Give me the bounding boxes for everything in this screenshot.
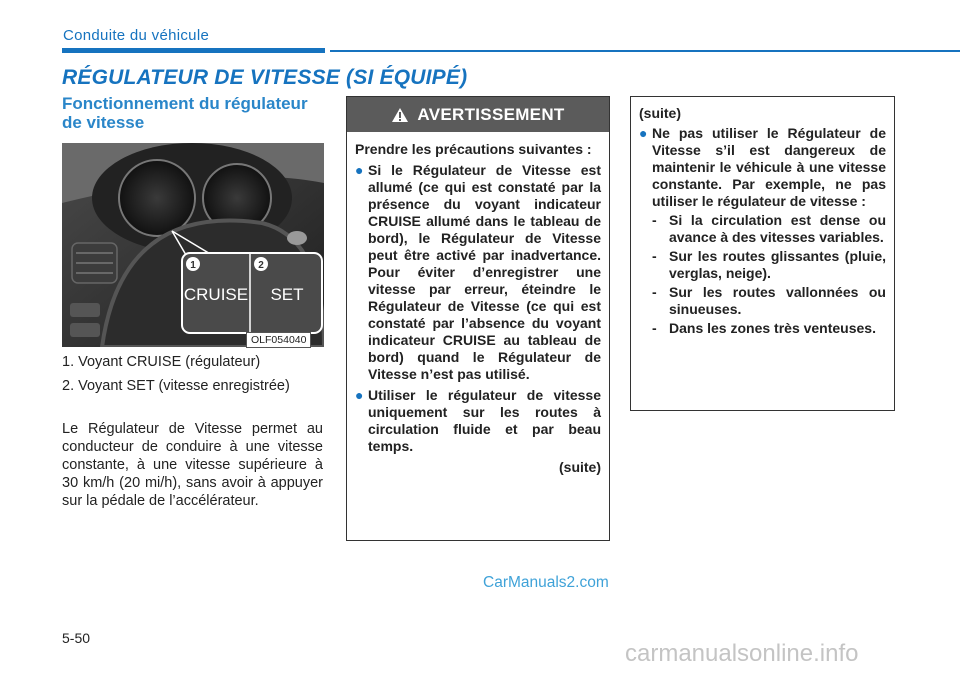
- warning-bullet: ● Utiliser le régulateur de vitesse uniquement sur les routes à circulation fluide et par beau temps.: [355, 387, 601, 454]
- warning-title: AVERTISSEMENT: [417, 104, 565, 124]
- warning-bullet: ● Ne pas utiliser le Régulateur de Vitesse s’il est dangereux de maintenir le véhicule à une vitesse constante. Par exemple, ne pas utiliser le régulateur de vitesse :: [639, 125, 886, 209]
- condition-text: Dans les zones très venteuses.: [669, 320, 876, 336]
- warning-continued-box: [630, 96, 895, 411]
- dashboard-photo: [62, 143, 324, 347]
- body-paragraph: Le Régulateur de Vitesse permet au conducteur de conduire à une vitesse constante, à une vitesse supérieure à 30 km/h (20 mi/h), sans avoir à appuyer sur la pédale de l’accélérateur.: [62, 421, 323, 509]
- indicator-num-1: 1: [190, 260, 196, 271]
- page-number: 5-50: [62, 630, 91, 646]
- warning-content: [355, 141, 601, 476]
- section-label: Conduite du véhicule: [63, 27, 210, 44]
- continued-label: (suite): [559, 459, 601, 475]
- warning-header: [347, 97, 609, 132]
- subsection-heading: Fonctionnement du régulateur de vitesse: [62, 94, 308, 132]
- condition-item: - Dans les zones très venteuses.: [652, 320, 876, 336]
- condition-text: Sur les routes glissantes (pluie, verglas, neige).: [669, 248, 886, 281]
- continued-heading: (suite): [639, 105, 681, 121]
- caption-cruise: 1. Voyant CRUISE (régulateur): [62, 354, 261, 370]
- watermark-link[interactable]: CarManuals2.com: [483, 574, 609, 591]
- header-rule-thick: [62, 48, 325, 53]
- warning-bullet-text: Utiliser le régulateur de vitesse uniquement sur les routes à circulation fluide et par beau temps.: [368, 387, 601, 454]
- set-indicator-label: SET: [270, 285, 304, 304]
- footer-watermark: carmanualsonline.info: [625, 640, 859, 667]
- indicator-num-2: 2: [258, 260, 264, 271]
- warning-box: [346, 96, 610, 541]
- warning-intro: Prendre les précautions suivantes :: [355, 141, 592, 157]
- warning-triangle-icon: [391, 107, 409, 123]
- condition-item: - Sur les routes vallonnées ou sinueuses.: [652, 284, 886, 317]
- caption-set: 2. Voyant SET (vitesse enregistrée): [62, 378, 290, 394]
- warning-bullet: ● Si le Régulateur de Vitesse est allumé (ce qui est constaté par la présence du voyant indicateur CRUISE allumé dans le tableau de bord), le Régulateur de Vitesse peut être activé par inadvertance. Pour éviter d’enregistrer une vitesse par erreur, éteindre le Régulateur de Vitesse (ce qui est constaté par l’absence du voyant indicateur CRUISE au tableau de bord) quand le Régulateur de Vitesse n’est pas utilisé.: [355, 162, 601, 382]
- condition-text: Sur les routes vallonnées ou sinueuses.: [669, 284, 886, 317]
- photo-code: OLF054040: [246, 332, 311, 348]
- warning-bullet-text: Ne pas utiliser le Régulateur de Vitesse s’il est dangereux de maintenir le véhicule à une vitesse constante. Par exemple, ne pas utiliser le régulateur de vitesse :: [652, 125, 886, 209]
- chapter-title: RÉGULATEUR DE VITESSE (SI ÉQUIPÉ): [62, 66, 468, 89]
- condition-text: Si la circulation est dense ou avance à des vitesses variables.: [669, 212, 886, 245]
- cruise-indicator-label: CRUISE: [183, 285, 249, 304]
- warning-continued-content: [639, 105, 886, 337]
- condition-item: - Sur les routes glissantes (pluie, verglas, neige).: [652, 248, 886, 281]
- header-rule-thin: [330, 50, 960, 52]
- warning-bullet-text: Si le Régulateur de Vitesse est allumé (ce qui est constaté par la présence du voyant indicateur CRUISE allumé dans le tableau de bord), le Régulateur de Vitesse peut être activé par inadvertance. Pour éviter d’enregistrer une vitesse par erreur, éteindre le Régulateur de Vitesse (ce qui est constaté par l’absence du voyant indicateur CRUISE au tableau de bord) quand le Régulateur de Vitesse n’est pas utilisé.: [368, 162, 601, 382]
- condition-item: - Si la circulation est dense ou avance à des vitesses variables.: [652, 212, 886, 245]
